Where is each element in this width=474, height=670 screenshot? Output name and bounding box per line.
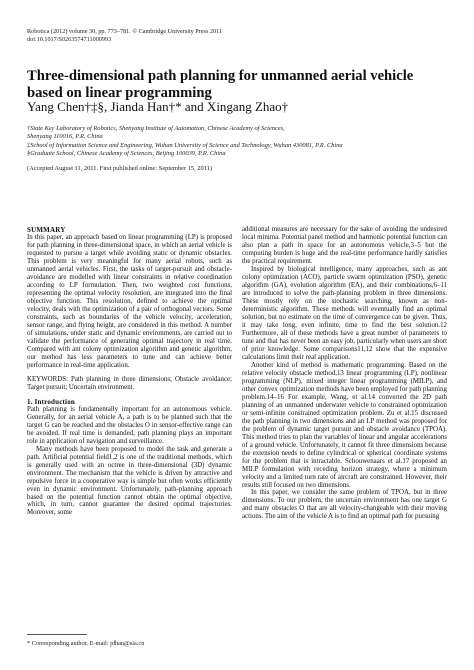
corresponding-author-footnote: * Corresponding author. E-mail: jdhan@sia.cn: [27, 640, 145, 647]
doi: doi:10.1017/S0263574711000993: [27, 36, 112, 43]
author-list: Yang Chen†‡§, Jianda Han†* and Xingang Zhao†: [27, 99, 289, 114]
journal-citation: Robotica (2012) volume 30, pp. 773–781. © Cambridge University Press 2011: [27, 28, 223, 35]
body-paragraph: Inspired by biological intelligence, many approaches, such as ant colony optimization (ACO), particle swarm optimization (PSO), genetic algorithm (GA), evolution algorithm (EA), and their combinations,6–11 are introduced to solve the path-planning problem in three dimensions. These mostly rely on the stochastic searching, known as non-deterministic algorithm. These methods will eventually find an optimal solution, but no estimate on the time of convergence can be given. Thus, it may take long, even infinite, time to find the best solution.12 Furthermore, all of these methods have a great number of parameters to tune and that has never been an easy job, particularly when users are short of prior knowledge. Some comparisons11,12 show that the expensive calculations limit their real application.: [242, 265, 447, 361]
left-column: [27, 226, 232, 517]
body-paragraph: additional measures are necessary for the sake of avoiding the undesired local minima. Potential panel method and harmonic potential function can also plan a path in space for an autonomous vehicle,3–5 but the computing burden is huge and the real-time performance hardly satisfies the practical requirement.: [242, 226, 447, 265]
affiliation-line: Shenyang 110016, P.R. China: [27, 133, 103, 141]
intro-paragraph: Path planning is fundamentally important for an autonomous vehicle. Generally, for an aerial vehicle A, a path is to be planned such that the target G can be reached and the obstacles O in sensor-effective range can be avoided. If real time is demanded, path planning plays an important role in application of navigation and surveillance.: [27, 405, 232, 445]
footnote-divider: [27, 634, 87, 635]
paper-title: Three-dimensional path planning for unmanned aerial vehicle based on linear programming: [27, 68, 414, 101]
affiliation-line: §Graduate School, Chinese Academy of Sciences, Beijing 100039, P.R. China: [27, 149, 226, 157]
affiliation-line: †State Key Laboratory of Robotics, Shenyang Institute of Automation, Chinese Academy of Sciences,: [27, 125, 285, 132]
journal-header: [27, 28, 222, 44]
summary-heading: SUMMARY: [27, 226, 66, 234]
right-column: [242, 226, 447, 521]
summary-text: In this paper, an approach based on linear programming (LP) is proposed for path planning in three-dimensional space, in which an aerial vehicle is requested to pursue a target while avoiding static or dynamic obstacles. This problem is very meaningful for many aerial robots, such as unmanned aerial vehicles. First, the tasks of target-pursuit and obstacle-avoidance are modelled with linear constraints in relative coordination according to LP formulation. Then, two weighted cost functions, representing the optimal velocity resolution, are integrated into the final objective function. This resolution, defined to achieve the optimal velocity, deals with the optimization of a pair of orthogonal vectors. Some constraints, such as boundaries of the vehicle velocity, acceleration, sensor range, and flying height, are considered in this method. A number of simulations, under static and dynamic environments, are carried out to validate the performance of generating optimal trajectory in real time. Compared with ant colony optimization algorithm and genetic algorithm, our method has less parameters to tune and can achieve better performance in real-time application.: [27, 233, 232, 369]
affiliation-line: ‡School of Information Science and Engineering, Wuhan University of Science and Technology, Wuhan 430081, P.R. China: [27, 141, 343, 149]
acceptance-dates: (Accepted August 11, 2011. First published online: September 15, 2011): [27, 165, 212, 172]
intro-paragraph: Many methods have been proposed to model the task and generate a path. Artificial potential field1,2 is one of the traditional methods, which is generally used with an octree in three-dimensional (3D) dynamic environment. The mechanism that the vehicle is driven by attractive and repulsive force in a cooperative way is simple but often works efficiently even in dynamic environment. Unfortunately, path-planning approach based on the potential function cannot obtain the optimal objective, which, in turn, cannot guarantee the desired optimal trajectories. Moreover, some: [27, 445, 232, 517]
affiliations: [27, 125, 452, 158]
keywords: KEYWORDS: Path planning in three dimensions; Obstacle avoidance; Target pursuit; Uncertain environment.: [27, 375, 232, 391]
body-paragraph: In this paper, we consider the same problem of TPOA, but in three dimensions. To our problem, the uncertain environment has one target G and many obstacles O that are all velocity-changeable with their moving actions. The aim of the vehicle A is to find an optimal path for pursuing: [242, 489, 447, 521]
body-paragraph: Another kind of method is mathematic programming. Based on the relative velocity obstacle method,13 linear programming (LP), nonlinear programming (NLP), mixed integer linear programming (MILP), and other convex optimization methods have been employed for path planning problem.14–16 For example, Wang, et al.14 converted the 2D path planning of an unmanned underwater vehicle to constrained optimization or semi-infinite constrained optimization problem. Zu et al.15 discussed the path planning in two dimensions and an LP method was proposed for the problem of dynamic target pursuit and obstacle avoidance (TPOA). This method tries to plan the variables of linear and angular accelerations of a ground vehicle. Unfortunately, it cannot fit three dimensions because the extension needs to define cylindrical or spherical coordinate systems for the problem that is intractable. Schouwenaars et al.17 proposed an MILP formulation with receding horizon strategy, where a minimum velocity and a limited turn rate of aircraft are constrained. However, their results still focused on two dimensions.: [242, 361, 447, 489]
introduction-heading: 1. Introduction: [27, 397, 75, 406]
